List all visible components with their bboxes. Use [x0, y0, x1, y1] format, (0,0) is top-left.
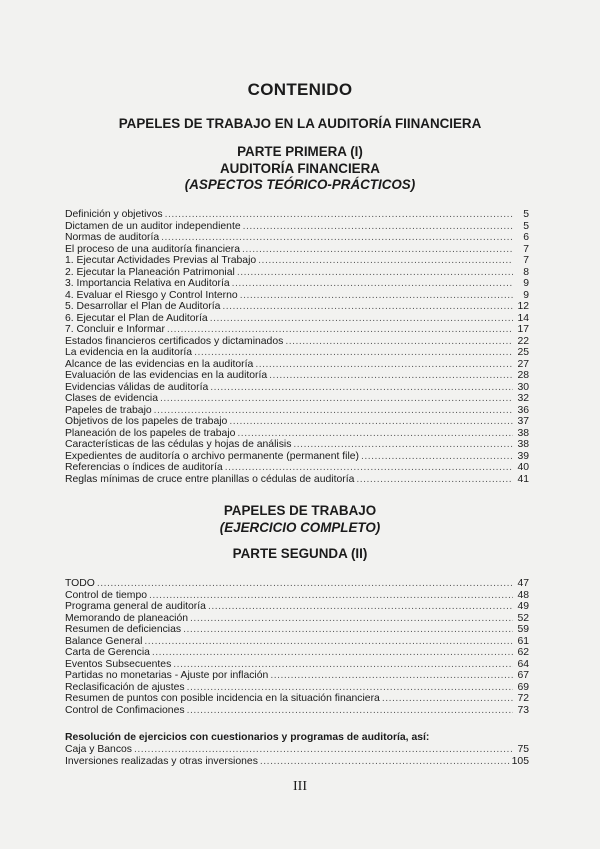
- dot-leader: [356, 474, 513, 486]
- toc-entry: [65, 244, 529, 256]
- toc-entry-title: Papeles de trabajo: [65, 404, 152, 416]
- toc-entry-title: Control de tiempo: [65, 589, 148, 601]
- toc-entry-page: 36: [517, 404, 529, 416]
- dot-leader: [255, 359, 513, 371]
- dot-leader: [270, 670, 513, 682]
- dot-leader: [285, 336, 513, 348]
- toc-entry-title: Objetivos de los papeles de trabajo: [65, 416, 228, 427]
- dot-leader: [210, 382, 513, 394]
- dot-leader: [382, 693, 513, 705]
- dot-leader: [232, 278, 513, 290]
- toc-entry: [65, 682, 529, 694]
- toc-entry: [65, 756, 529, 768]
- toc-entry-title: Reglas mínimas de cruce entre planillas o cédulas de auditoría: [65, 473, 355, 485]
- toc-entry: [65, 624, 529, 636]
- toc-entry-title: Eventos Subsecuentes: [65, 658, 172, 670]
- toc-entry-page: 14: [517, 312, 529, 324]
- toc-entry-title: 3. Importancia Relativa en Auditoría: [65, 278, 230, 289]
- toc-entry-title: Clases de evidencia: [65, 393, 158, 404]
- toc-entry-page: 25: [517, 347, 529, 358]
- dot-leader: [293, 439, 513, 451]
- toc-entry-title: 4. Evaluar el Riesgo y Control Interno: [65, 289, 238, 301]
- dot-leader: [173, 659, 513, 671]
- toc-entry: [65, 382, 529, 394]
- dot-leader: [134, 744, 513, 756]
- toc-entry: [65, 744, 529, 756]
- toc-entry: [65, 405, 529, 417]
- dot-leader: [183, 624, 513, 636]
- part2-heading: PAPELES DE TRABAJO: [223, 503, 377, 518]
- toc-entry-page: 61: [517, 635, 529, 647]
- toc-entry-page: 5: [523, 220, 529, 232]
- toc-entry: [65, 221, 529, 233]
- dot-leader: [160, 393, 513, 405]
- toc-entry: [65, 636, 529, 648]
- dot-leader: [165, 209, 513, 221]
- toc-entry-title: Resumen de deficiencias: [65, 624, 182, 635]
- toc-entry-page: 39: [517, 450, 529, 462]
- dot-leader: [361, 451, 513, 463]
- book-subtitle: PAPELES DE TRABAJO EN LA AUDITORÍA FIINANCIERA: [118, 116, 482, 131]
- dot-leader: [187, 705, 513, 717]
- toc-entry-title: Carta de Gerencia: [65, 647, 150, 658]
- toc-entry-title: Planeación de los papeles de trabajo: [65, 427, 236, 439]
- toc-entry-title: 2. Ejecutar la Planeación Patrimonial: [65, 266, 235, 278]
- toc-entry-page: 38: [517, 439, 529, 450]
- toc-entry-title: El proceso de una auditoría financiera: [65, 243, 241, 255]
- toc-entry-title: Control de Confimaciones: [65, 704, 185, 716]
- toc-entry-title: 6. Ejecutar el Plan de Auditoría: [65, 312, 208, 324]
- toc-entry-page: 37: [517, 416, 529, 427]
- toc-entry-page: 73: [517, 704, 529, 716]
- toc-entry: [65, 267, 529, 279]
- toc-entry: [65, 324, 529, 336]
- toc-entry-page: 7: [523, 243, 529, 255]
- dot-leader: [167, 324, 513, 336]
- toc-entry: [65, 336, 529, 348]
- toc-entry-page: 28: [517, 370, 529, 381]
- toc-entry-title: Memorando de planeación: [65, 612, 189, 624]
- part2-toc-list: [65, 578, 529, 716]
- toc-entry: [65, 290, 529, 302]
- dot-leader: [154, 405, 513, 417]
- toc-entry-title: Caja y Bancos: [65, 744, 132, 755]
- toc-entry-page: 27: [517, 358, 529, 370]
- dot-leader: [161, 232, 513, 244]
- toc-entry-page: 9: [523, 289, 529, 301]
- dot-leader: [258, 255, 513, 267]
- toc-entry-page: 22: [517, 335, 529, 347]
- toc-entry-title: Reclasificación de ajustes: [65, 681, 185, 693]
- toc-entry-title: Inversiones realizadas y otras inversiones: [65, 755, 258, 767]
- dot-leader: [240, 290, 513, 302]
- dot-leader: [149, 590, 513, 602]
- toc-entry-page: 48: [517, 589, 529, 601]
- toc-entry-page: 49: [517, 601, 529, 612]
- dot-leader: [97, 578, 513, 590]
- toc-entry: [65, 209, 529, 221]
- toc-entry: [65, 462, 529, 474]
- dot-leader: [242, 244, 513, 256]
- dot-leader: [237, 428, 513, 440]
- toc-entry-page: 72: [517, 693, 529, 704]
- toc-entry-page: 47: [517, 578, 529, 589]
- part1-qualifier: (ASPECTOS TEÓRICO-PRÁCTICOS): [184, 177, 416, 192]
- toc-entry-title: La evidencia en la auditoría: [65, 347, 193, 358]
- toc-entry-page: 8: [523, 266, 529, 278]
- toc-entry: [65, 578, 529, 590]
- dot-leader: [194, 347, 513, 359]
- toc-entry: [65, 359, 529, 371]
- toc-entry-page: 69: [517, 681, 529, 693]
- part1-name: AUDITORÍA FINANCIERA: [220, 161, 380, 176]
- toc-entry: [65, 347, 529, 359]
- part2-qualifier: (EJERCICIO COMPLETO): [219, 520, 381, 535]
- toc-entry-title: Resumen de puntos con posible incidencia en la situación financiera: [65, 693, 380, 704]
- toc-entry: [65, 313, 529, 325]
- toc-entry-page: 64: [517, 658, 529, 670]
- toc-entry-title: Partidas no monetarias - Ajuste por inflación: [65, 670, 269, 681]
- page-title: CONTENIDO: [247, 80, 353, 99]
- toc-entry-title: TODO: [65, 578, 95, 589]
- toc-entry: [65, 232, 529, 244]
- toc-entry: [65, 255, 529, 267]
- toc-entry-title: Evidencias válidas de auditoría: [65, 381, 209, 393]
- toc-entry: [65, 659, 529, 671]
- toc-entry: [65, 693, 529, 705]
- toc-entry-title: Referencias o índices de auditoría: [65, 462, 223, 473]
- dot-leader: [190, 613, 513, 625]
- dot-leader: [229, 416, 513, 428]
- toc-entry-page: 6: [523, 232, 529, 243]
- dot-leader: [237, 267, 513, 279]
- toc-entry-page: 67: [517, 670, 529, 681]
- toc-entry-page: 17: [517, 324, 529, 335]
- toc-entry-title: Alcance de las evidencias en la auditoría: [65, 358, 254, 370]
- page-number: III: [293, 779, 307, 794]
- toc-entry: [65, 590, 529, 602]
- toc-entry-title: Programa general de auditoría: [65, 601, 206, 612]
- toc-entry-title: Definición y objetivos: [65, 209, 163, 220]
- toc-entry: [65, 301, 529, 313]
- toc-entry-title: 1. Ejecutar Actividades Previas al Trabajo: [65, 255, 257, 266]
- toc-entry-page: 7: [523, 255, 529, 266]
- toc-entry-title: Estados financieros certificados y dictaminados: [65, 335, 284, 347]
- toc-entry: [65, 393, 529, 405]
- toc-entry-page: 5: [523, 209, 529, 220]
- toc-entry: [65, 451, 529, 463]
- toc-entry: [65, 370, 529, 382]
- toc-entry-title: Evaluación de las evidencias en la auditoría: [65, 370, 268, 381]
- part1-toc-list: [65, 209, 529, 485]
- toc-entry-page: 9: [523, 278, 529, 289]
- toc-entry: [65, 439, 529, 451]
- exercises-heading: Resolución de ejercicios con cuestionarios y programas de auditoría, así:: [65, 732, 430, 743]
- toc-entry: [65, 601, 529, 613]
- dot-leader: [222, 301, 513, 313]
- toc-entry-page: 75: [517, 744, 529, 755]
- part2-name: PARTE SEGUNDA (II): [232, 546, 368, 561]
- toc-entry: [65, 428, 529, 440]
- toc-entry: [65, 474, 529, 486]
- toc-entry-page: 52: [517, 612, 529, 624]
- toc-entry: [65, 278, 529, 290]
- toc-entry-page: 12: [517, 301, 529, 312]
- toc-entry: [65, 647, 529, 659]
- toc-entry-page: 62: [517, 647, 529, 658]
- toc-entry: [65, 416, 529, 428]
- dot-leader: [208, 601, 513, 613]
- toc-entry-title: Dictamen de un auditor independiente: [65, 220, 241, 232]
- toc-entry-page: 38: [517, 427, 529, 439]
- dot-leader: [243, 221, 513, 233]
- dot-leader: [152, 647, 513, 659]
- toc-entry-page: 105: [511, 755, 529, 767]
- toc-entry-title: 5. Desarrollar el Plan de Auditoría: [65, 301, 221, 312]
- exercises-toc-list: [65, 744, 529, 767]
- toc-entry-page: 30: [517, 381, 529, 393]
- dot-leader: [144, 636, 513, 648]
- toc-entry: [65, 705, 529, 717]
- dot-leader: [260, 756, 510, 768]
- dot-leader: [210, 313, 513, 325]
- toc-entry-title: 7. Concluir e Informar: [65, 324, 165, 335]
- part1-heading: PARTE PRIMERA (I): [237, 144, 363, 159]
- toc-entry-title: Balance General: [65, 635, 143, 647]
- toc-entry-page: 41: [517, 473, 529, 485]
- toc-entry-page: 40: [517, 462, 529, 473]
- toc-entry-title: Expedientes de auditoría o archivo permanente (permanent file): [65, 450, 359, 462]
- toc-entry-page: 59: [517, 624, 529, 635]
- toc-entry-title: Características de las cédulas y hojas de análisis: [65, 439, 292, 450]
- dot-leader: [187, 682, 513, 694]
- dot-leader: [225, 462, 513, 474]
- toc-entry: [65, 613, 529, 625]
- toc-entry-title: Normas de auditoría: [65, 232, 160, 243]
- dot-leader: [269, 370, 513, 382]
- toc-entry-page: 32: [517, 393, 529, 404]
- toc-entry: [65, 670, 529, 682]
